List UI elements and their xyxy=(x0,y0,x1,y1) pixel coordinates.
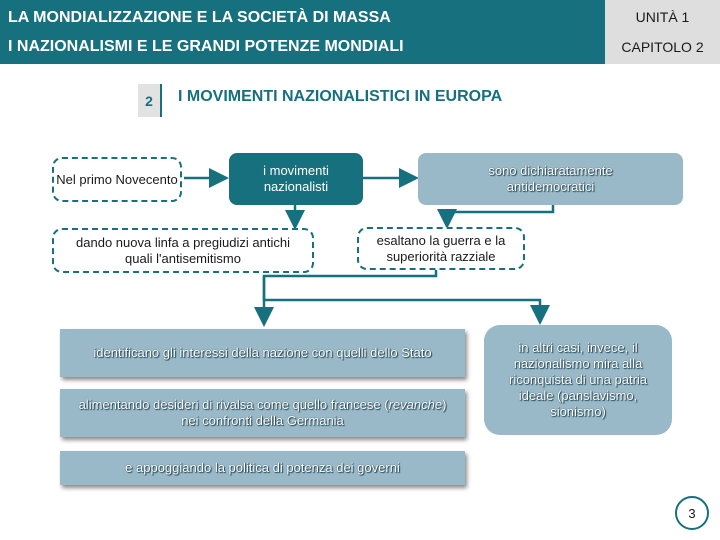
arrow-to-altri-casi xyxy=(264,276,540,320)
header-title-line1: LA MONDIALIZZAZIONE E LA SOCIETÀ DI MASSA xyxy=(8,9,391,26)
section-title: I MOVIMENTI NAZIONALISTICI IN EUROPA xyxy=(178,88,503,105)
node-nel-primo-novecento: Nel primo Novecento xyxy=(52,157,182,202)
header-title-line2: I NAZIONALISMI E LE GRANDI POTENZE MONDIALI xyxy=(8,38,404,55)
node-identificano: identificano gli interessi della nazione con quelli dello Stato xyxy=(60,329,465,377)
node-nuova-linfa: dando nuova linfa a pregiudizi antichi quali l'antisemitismo xyxy=(52,228,314,273)
unit-label: UNITÀ 1 xyxy=(635,9,690,25)
node-antidemocratici: sono dichiaratamente antidemocratici xyxy=(418,153,683,205)
page-number: 3 xyxy=(675,496,709,530)
node-alimentando: alimentando desideri di rivalsa come quello francese (revanche) nei confronti della Germania xyxy=(60,389,465,437)
node-altri-casi: in altri casi, invece, il nazionalismo mira alla riconquista di una patria ideale (panslavismo, sionismo) xyxy=(484,325,672,435)
section-number: 2 xyxy=(138,84,162,117)
arrow-guerra-to-identificano xyxy=(264,270,436,322)
node-esaltano-guerra: esaltano la guerra e la superiorità razziale xyxy=(357,227,525,270)
node-movimenti-nazionalisti: i movimenti nazionalisti xyxy=(229,153,363,205)
node-appoggiando: e appoggiando la politica di potenza dei governi xyxy=(60,451,465,485)
arrow-antidemocratici-to-guerra xyxy=(447,205,553,224)
chapter-label: CAPITOLO 2 xyxy=(621,39,704,55)
